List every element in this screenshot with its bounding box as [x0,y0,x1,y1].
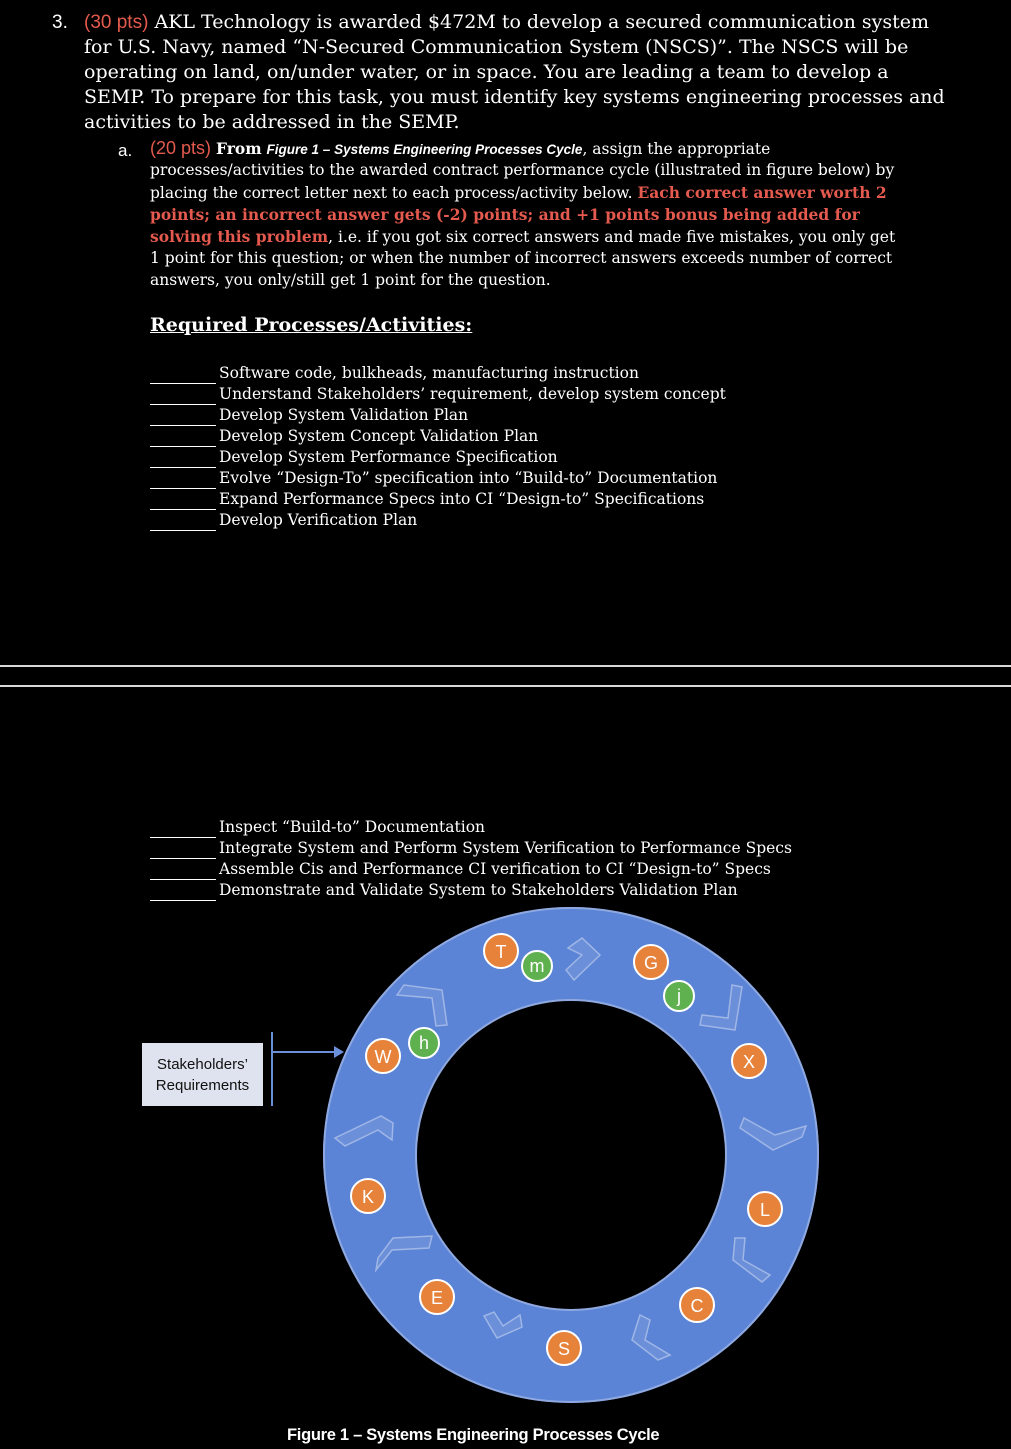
badge-letter: h [418,1033,430,1053]
badge-c [680,1288,714,1322]
subquestion-points: (20 pts) [150,138,212,158]
badge-x [732,1044,766,1078]
badge-e [420,1280,454,1314]
badge-letter: m [529,956,545,976]
process-label: Integrate System and Perform System Verification to Performance Specs [219,839,792,857]
badge-j [664,981,694,1011]
badge-g [634,945,668,979]
process-label: Develop System Concept Validation Plan [219,427,539,445]
badge-letter: T [495,942,507,962]
required-heading: Required Processes/Activities: [150,314,473,336]
stakeholders-requirements-box [142,1043,263,1106]
figure-caption: Figure 1 – Systems Engineering Processes Cycle [287,1426,660,1444]
process-label: Software code, bulkheads, manufacturing instruction [219,364,639,382]
badge-m [522,951,552,981]
process-label: Understand Stakeholders’ requirement, develop system concept [219,385,726,403]
stakeholders-label-line2: Requirements [155,1076,250,1094]
badge-letter: G [643,953,659,973]
subquestion-letter: a. [118,141,133,160]
process-label: Demonstrate and Validate System to Stakeholders Validation Plan [219,881,738,899]
badge-letter: X [742,1052,756,1072]
badge-t [484,934,518,968]
question-points: (30 pts) [84,12,149,33]
process-label: Inspect “Build-to” Documentation [219,818,486,836]
badge-k [351,1179,385,1213]
badge-letter: S [557,1339,571,1359]
connector-arrowhead [334,1046,344,1058]
figure-reference: Figure 1 – Systems Engineering Processes Cycle [266,142,583,157]
badge-s [547,1331,581,1365]
badge-w [366,1039,400,1073]
badge-letter: j [677,986,681,1006]
cycle-ring [323,907,819,1403]
subquestion-text2: , i.e. if you got six correct answers and made five mistakes, you only get 1 point for this question; or when the number of incorrect answers exceeds number of correct answers, you only/still get 1 point for the question. [150,228,896,289]
badge-letter: K [361,1187,375,1207]
question-number: 3. [52,12,68,33]
badge-h [409,1028,439,1058]
subquestion-text1: , assign the appropriate processes/activities to the awarded contract performance cycle (illustrated in figure below) by placing the correct letter next to each process/activity below. [150,140,895,202]
scoring-rule: Each correct answer worth 2 points; an incorrect answer gets (-2) points; and +1 points bonus being added for solving this problem [150,182,887,247]
stakeholders-label-line1: Stakeholders’ [157,1055,248,1073]
process-label: Develop System Performance Specification [219,448,558,466]
badge-letter: E [430,1288,444,1308]
process-label: Develop System Validation Plan [219,406,469,424]
question-body: AKL Technology is awarded $472M to develop a secured communication system for U.S. Navy, named “N-Secured Communication System (NSCS)”. The NSCS will be operating on land, on/under water, or in space. You are leading a team to develop a SEMP. To prepare for this task, you must identify key systems engineering processes and activities to be addressed in the SEMP. [84,11,945,133]
process-label: Assemble Cis and Performance CI verification to CI “Design-to” Specs [219,860,771,878]
process-label: Evolve “Design-To” specification into “Build-to” Documentation [219,469,718,487]
subquestion-intro: From [215,139,262,158]
badge-l [748,1192,782,1226]
process-label: Expand Performance Specs into CI “Design-to” Specifications [219,490,705,508]
badge-letter: L [759,1200,771,1220]
badge-letter: C [690,1296,704,1316]
process-label: Develop Verification Plan [219,511,418,529]
badge-letter: W [374,1047,392,1067]
